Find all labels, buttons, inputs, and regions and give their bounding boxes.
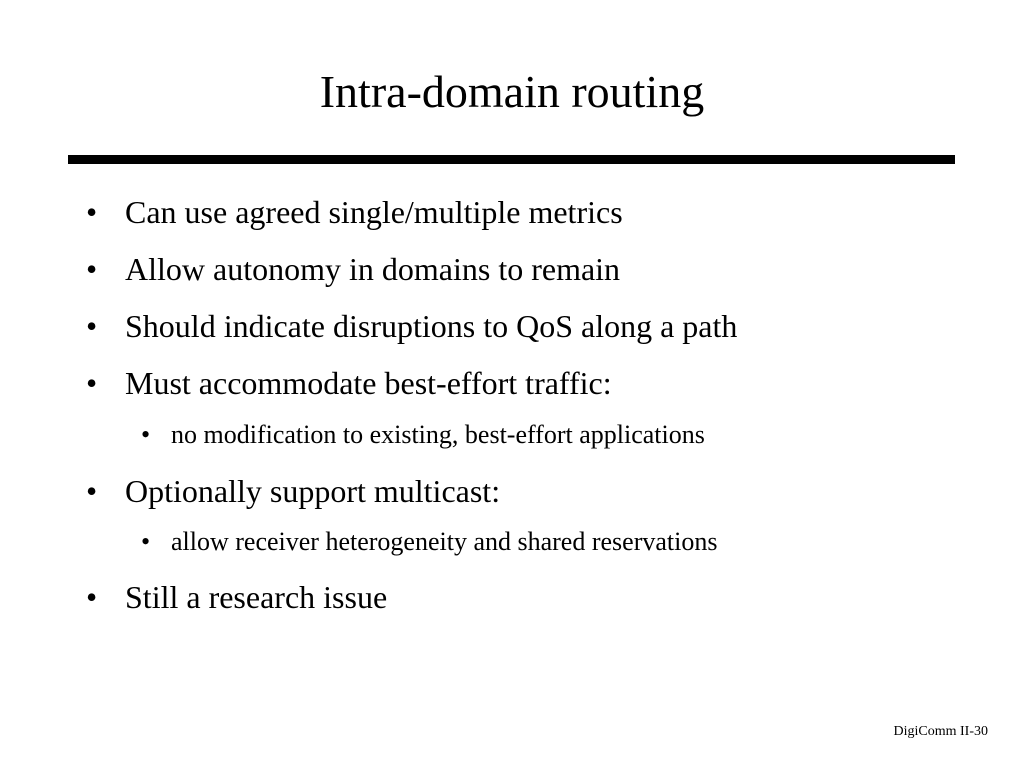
bullet-item bbox=[86, 192, 623, 232]
bullet-dot-icon: • bbox=[86, 308, 98, 344]
bullet-text: Allow autonomy in domains to remain bbox=[125, 251, 621, 287]
bullet-item bbox=[86, 471, 501, 511]
bullet-item bbox=[86, 306, 738, 346]
bullet-text: Can use agreed single/multiple metrics bbox=[125, 194, 623, 230]
sub-bullet-item bbox=[141, 419, 705, 451]
bullet-item bbox=[86, 249, 621, 289]
bullet-dot-icon: • bbox=[86, 473, 98, 509]
bullet-text: Optionally support multicast: bbox=[125, 473, 501, 509]
bullet-dot-icon: • bbox=[86, 194, 98, 230]
bullet-dot-icon: • bbox=[86, 365, 98, 401]
sub-bullet-item bbox=[141, 526, 718, 558]
sub-bullet-text: no modification to existing, best-effort applications bbox=[171, 420, 705, 449]
slide-title: Intra-domain routing bbox=[319, 66, 705, 117]
bullet-item bbox=[86, 577, 388, 617]
bullet-dot-icon: • bbox=[141, 527, 151, 556]
bullet-item bbox=[86, 363, 612, 403]
slide-footer: DigiComm II-30 bbox=[893, 724, 988, 739]
bullet-text: Should indicate disruptions to QoS along a path bbox=[125, 308, 738, 344]
bullet-text: Still a research issue bbox=[125, 579, 388, 615]
bullet-dot-icon: • bbox=[141, 420, 151, 449]
sub-bullet-text: allow receiver heterogeneity and shared reservations bbox=[171, 527, 718, 556]
bullet-dot-icon: • bbox=[86, 579, 98, 615]
bullet-text: Must accommodate best-effort traffic: bbox=[125, 365, 612, 401]
bullet-dot-icon: • bbox=[86, 251, 98, 287]
